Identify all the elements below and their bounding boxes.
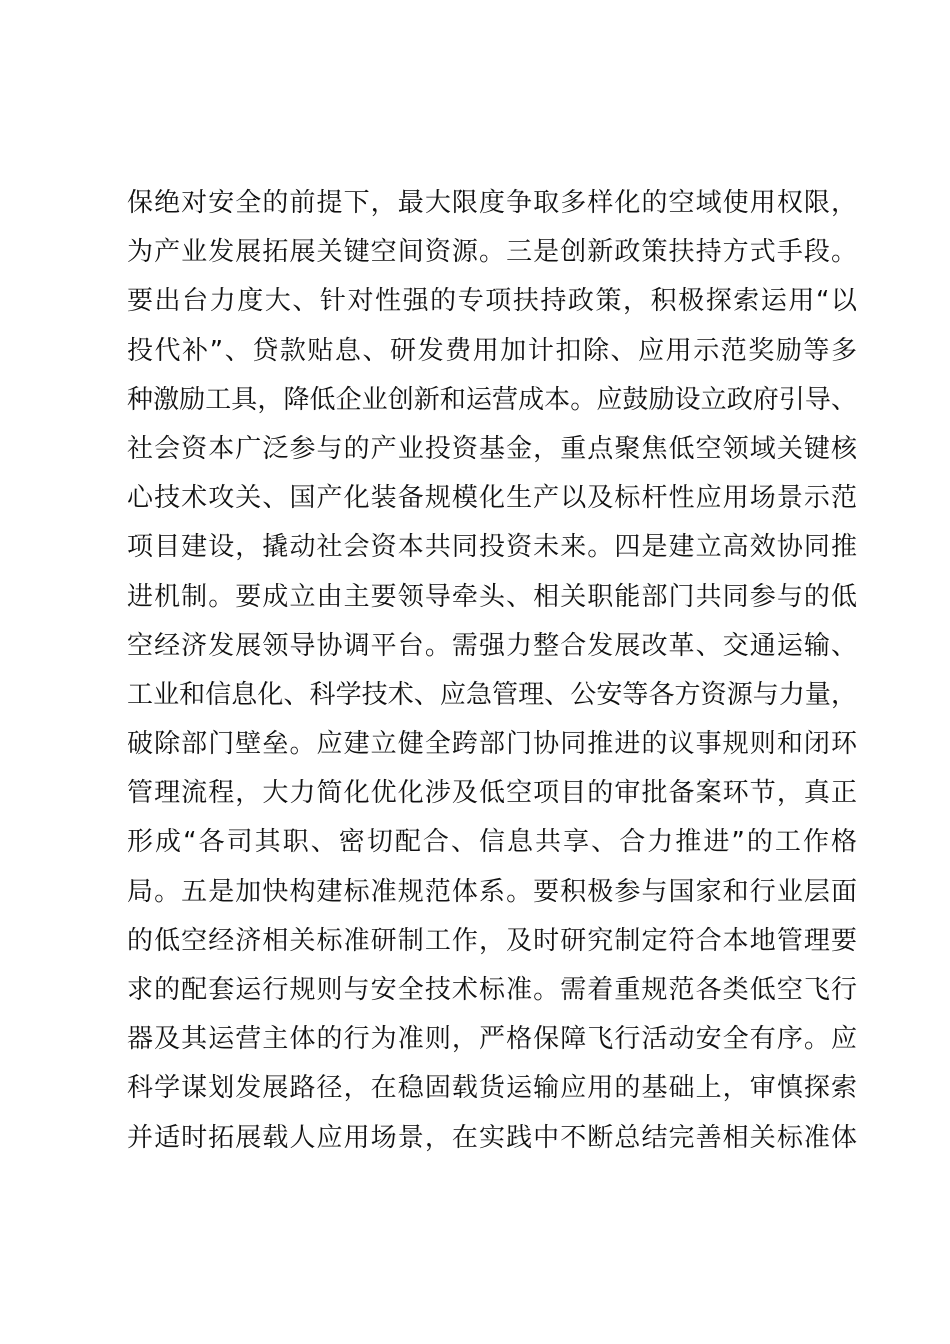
text-line: 为产业发展拓展关键空间资源。三是创新政策扶持方式手段。: [127, 237, 857, 268]
text-line: 工业和信息化、科学技术、应急管理、公安等各方资源与力量，: [127, 679, 857, 710]
text-line: 保绝对安全的前提下，最大限度争取多样化的空域使用权限，: [127, 188, 857, 218]
text-line: 社会资本广泛参与的产业投资基金，重点聚焦低空领域关键核: [127, 433, 857, 464]
body-paragraph: [127, 179, 857, 1163]
text-line: 科学谋划发展路径，在稳固载货运输应用的基础上，审慎探索: [127, 1073, 857, 1104]
text-line: 项目建设，撬动社会资本共同投资未来。四是建立高效协同推: [127, 532, 857, 563]
text-line: 局。五是加快构建标准规范体系。要积极参与国家和行业层面: [127, 876, 857, 907]
text-line: 并适时拓展载人应用场景，在实践中不断总结完善相关标准体: [127, 1122, 857, 1153]
text-line: 进机制。要成立由主要领导牵头、相关职能部门共同参与的低: [127, 581, 857, 612]
text-line: 心技术攻关、国产化装备规模化生产以及标杆性应用场景示范: [127, 483, 857, 514]
text-line: 的低空经济相关标准研制工作，及时研究制定符合本地管理要: [127, 925, 857, 956]
text-line: 投代补”、贷款贴息、研发费用加计扣除、应用示范奖励等多: [127, 335, 857, 366]
text-line: 求的配套运行规则与安全技术标准。需着重规范各类低空飞行: [127, 975, 857, 1005]
text-line: 器及其运营主体的行为准则，严格保障飞行活动安全有序。应: [127, 1024, 857, 1055]
text-line: 形成“各司其职、密切配合、信息共享、合力推进”的工作格: [127, 827, 857, 858]
text-line: 种激励工具，降低企业创新和运营成本。应鼓励设立政府引导、: [127, 384, 857, 415]
text-line: 空经济发展领导协调平台。需强力整合发展改革、交通运输、: [127, 630, 857, 661]
text-line: 破除部门壁垒。应建立健全跨部门协同推进的议事规则和闭环: [127, 729, 857, 760]
text-line: 要出台力度大、针对性强的专项扶持政策，积极探索运用“以: [127, 286, 857, 317]
text-line: 管理流程，大力简化优化涉及低空项目的审批备案环节，真正: [127, 778, 857, 809]
